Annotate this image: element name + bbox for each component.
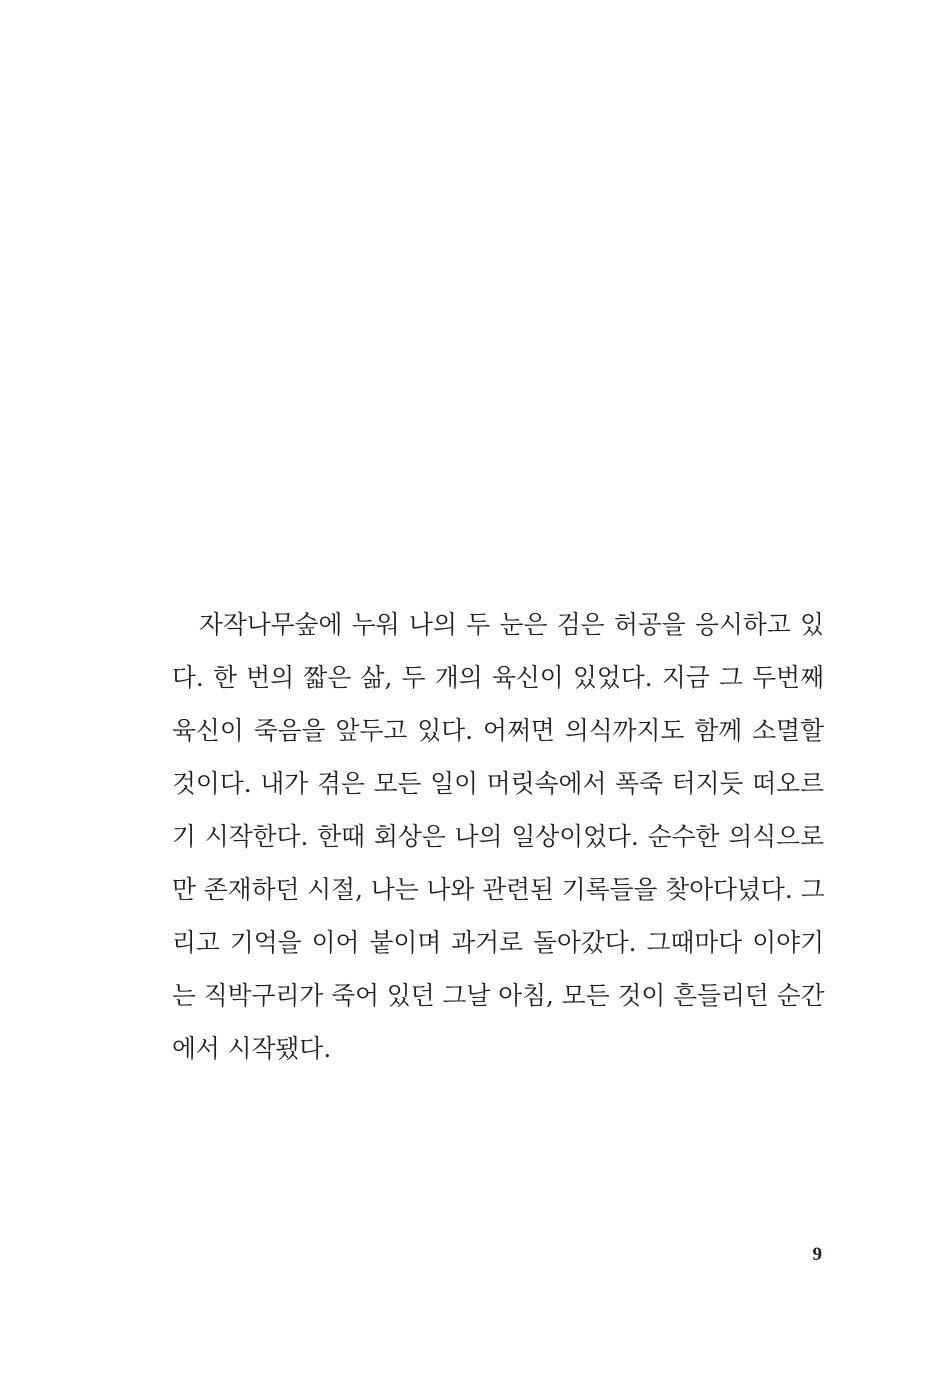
paragraph-line: 기 시작한다. 한때 회상은 나의 일상이었다. 순수한 의식으로 (172, 822, 824, 851)
paragraph-line: 다. 한 번의 짧은 삶, 두 개의 육신이 있었다. 지금 그 두번째 (172, 663, 824, 692)
paragraph-line: 는 직박구리가 죽어 있던 그날 아침, 모든 것이 흔들리던 순간 (172, 981, 825, 1010)
paragraph-line: 만 존재하던 시절, 나는 나와 관련된 기록들을 찾아다녔다. 그 (172, 875, 825, 904)
paragraph-line: 육신이 죽음을 앞두고 있다. 어쩌면 의식까지도 함께 소멸할 (172, 716, 824, 745)
page-number: 9 (812, 1244, 822, 1265)
body-paragraph (172, 598, 824, 1075)
paragraph-line: 에서 시작됐다. (172, 1034, 332, 1063)
paragraph-line: 리고 기억을 이어 붙이며 과거로 돌아갔다. 그때마다 이야기 (172, 928, 824, 957)
paragraph-line: 것이다. 내가 겪은 모든 일이 머릿속에서 폭죽 터지듯 떠오르 (172, 769, 824, 798)
paragraph-line: 자작나무숲에 누워 나의 두 눈은 검은 허공을 응시하고 있 (199, 610, 824, 639)
